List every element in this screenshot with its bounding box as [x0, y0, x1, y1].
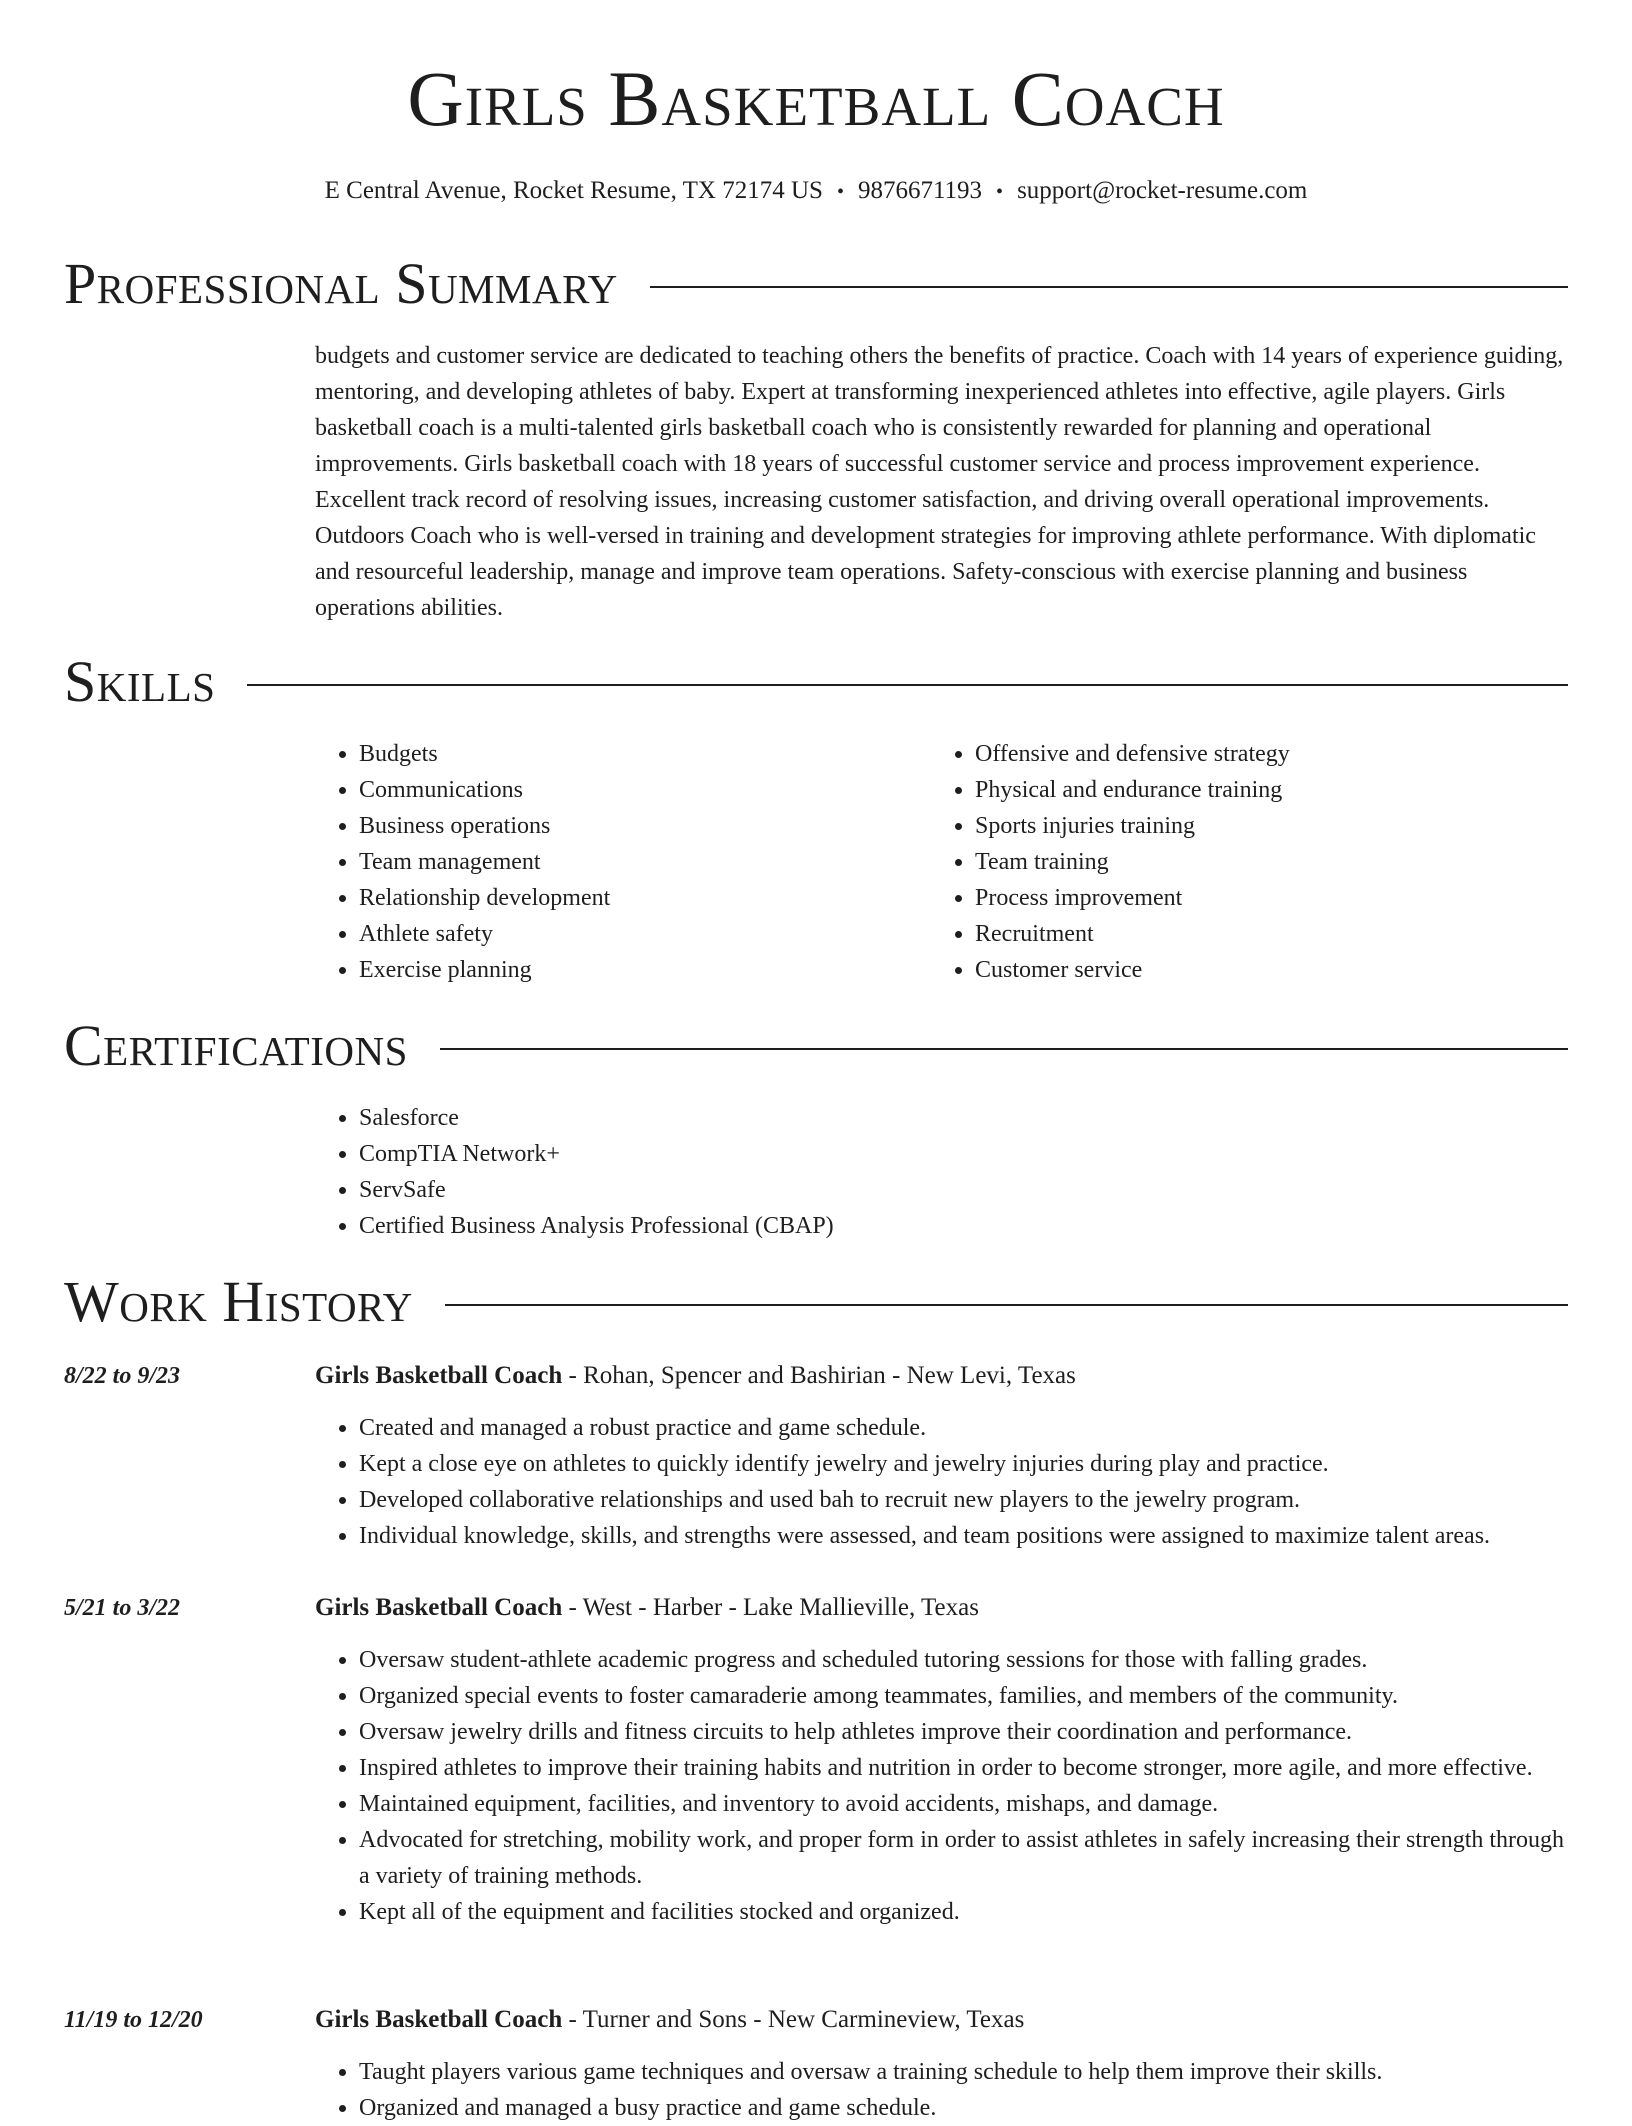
- skill-item: • Physical and endurance training: [975, 772, 1571, 808]
- job-duty: • Maintained equipment, facilities, and inventory to avoid accidents, mishaps, and damage.: [359, 1786, 1568, 1822]
- summary-section-header: [64, 252, 1568, 316]
- contact-email[interactable]: support@rocket-resume.com: [1017, 177, 1308, 204]
- job-duties-list: [315, 1642, 1568, 1930]
- summary-text: budgets and customer service are dedicated to teaching others the benefits of practice. Coach with 14 years of experience guiding, mentoring, and developing athletes of baby. Expert at transforming inexperienced athletes into effective, agile players. Girls basketball coach is a multi-talented girls basketball coach who is consistently rewarded for planning and operational improvements. Girls basketball coach with 18 years of successful customer service and process improvement experience. Excellent track record of resolving issues, increasing customer satisfaction, and driving overall operational improvements. Outdoors Coach who is well-versed in training and development strategies for improving athlete performance. With diplomatic and resourceful leadership, manage and improve team operations. Safety-conscious with exercise planning and business operations abilities.: [315, 343, 1564, 621]
- job-duty: • Individual knowledge, skills, and strengths were assessed, and team positions were assigned to maximize talent areas.: [359, 1518, 1568, 1554]
- certifications-section-header: [64, 1014, 1568, 1078]
- section-divider: [440, 1048, 1568, 1050]
- job-duties: [315, 1642, 1568, 1930]
- skill-item: • Team management: [359, 844, 915, 880]
- job-header: [315, 1358, 1076, 1394]
- job-dates: 5/21 to 3/22: [64, 1595, 181, 1621]
- job-title: Girls Basketball Coach: [315, 1594, 563, 1621]
- skills-heading: Skills: [64, 649, 216, 714]
- job-duty: • Organized special events to foster camaraderie among teammates, families, and members of the community.: [359, 1678, 1568, 1714]
- skill-item: • Communications: [359, 772, 915, 808]
- contact-separator: •: [996, 181, 1004, 203]
- certifications-block: [315, 1100, 1570, 1244]
- job-dates: 11/19 to 12/20: [64, 2007, 203, 2033]
- job-header: [315, 2002, 1024, 2038]
- job-duties-list: [315, 1410, 1568, 1554]
- certifications-heading: Certifications: [64, 1013, 408, 1078]
- job-dates: 8/22 to 9/23: [64, 1363, 181, 1389]
- skills-list-right: [931, 736, 1571, 988]
- job-employer: - West - Harber - Lake Mallieville, Texas: [562, 1594, 979, 1621]
- certification-item: • CompTIA Network+: [359, 1136, 1570, 1172]
- skills-left-column: [315, 736, 915, 988]
- job-title: Girls Basketball Coach: [315, 1362, 563, 1389]
- skill-item: • Business operations: [359, 808, 915, 844]
- skills-section-header: [64, 650, 1568, 714]
- summary-heading: Professional Summary: [64, 251, 618, 316]
- skills-right-column: [931, 736, 1571, 988]
- skill-item: • Sports injuries training: [975, 808, 1571, 844]
- job-title: Girls Basketball Coach: [315, 2006, 563, 2033]
- section-divider: [247, 684, 1568, 686]
- job-duty: • Kept all of the equipment and facilities stocked and organized.: [359, 1894, 1568, 1930]
- job-duties: [315, 1410, 1568, 1554]
- job-duty: • Developed collaborative relationships and used bah to recruit new players to the jewelry program.: [359, 1482, 1568, 1518]
- job-header: [315, 1590, 979, 1626]
- skill-item: • Athlete safety: [359, 916, 915, 952]
- job-duty: • Created and managed a robust practice and game schedule.: [359, 1410, 1568, 1446]
- section-divider: [445, 1304, 1568, 1306]
- job-duty: • Advocated for stretching, mobility work, and proper form in order to assist athletes in safely increasing their strength through a variety of training methods.: [359, 1822, 1568, 1894]
- job-duty: • Inspired athletes to improve their training habits and nutrition in order to become stronger, more agile, and more effective.: [359, 1750, 1568, 1786]
- contact-phone: 9876671193: [857, 177, 983, 204]
- certification-item: • Certified Business Analysis Professional (CBAP): [359, 1208, 1570, 1244]
- job-duty: • Organized and managed a busy practice and game schedule.: [359, 2090, 1568, 2126]
- certification-item: • Salesforce: [359, 1100, 1570, 1136]
- job-duty: • Kept a close eye on athletes to quickly identify jewelry and jewelry injuries during play and practice.: [359, 1446, 1568, 1482]
- job-duty: • Oversaw jewelry drills and fitness circuits to help athletes improve their coordination and performance.: [359, 1714, 1568, 1750]
- job-duties: [315, 2054, 1568, 2126]
- skill-item: • Recruitment: [975, 916, 1571, 952]
- job-duty: • Oversaw student-athlete academic progress and scheduled tutoring sessions for those with falling grades.: [359, 1642, 1568, 1678]
- job-duties-list: [315, 2054, 1568, 2126]
- skill-item: • Exercise planning: [359, 952, 915, 988]
- candidate-name: Girls Basketball Coach: [407, 55, 1225, 142]
- certification-item: • ServSafe: [359, 1172, 1570, 1208]
- contact-separator: •: [836, 181, 844, 203]
- contact-line: [0, 174, 1632, 209]
- contact-address: E Central Avenue, Rocket Resume, TX 72174 US: [324, 177, 823, 204]
- skill-item: • Customer service: [975, 952, 1571, 988]
- skill-item: • Process improvement: [975, 880, 1571, 916]
- job-duty: • Taught players various game techniques and oversaw a training schedule to help them improve their skills.: [359, 2054, 1568, 2090]
- skill-item: • Team training: [975, 844, 1571, 880]
- skill-item: • Budgets: [359, 736, 915, 772]
- section-divider: [650, 286, 1568, 288]
- job-employer: - Turner and Sons - New Carmineview, Texas: [562, 2006, 1025, 2033]
- work-history-heading: Work History: [64, 1269, 413, 1334]
- work-history-section-header: [64, 1270, 1568, 1334]
- skills-list-left: [315, 736, 915, 988]
- skill-item: • Relationship development: [359, 880, 915, 916]
- job-employer: - Rohan, Spencer and Bashirian - New Levi, Texas: [562, 1362, 1076, 1389]
- skill-item: • Offensive and defensive strategy: [975, 736, 1571, 772]
- certifications-list: [315, 1100, 1570, 1244]
